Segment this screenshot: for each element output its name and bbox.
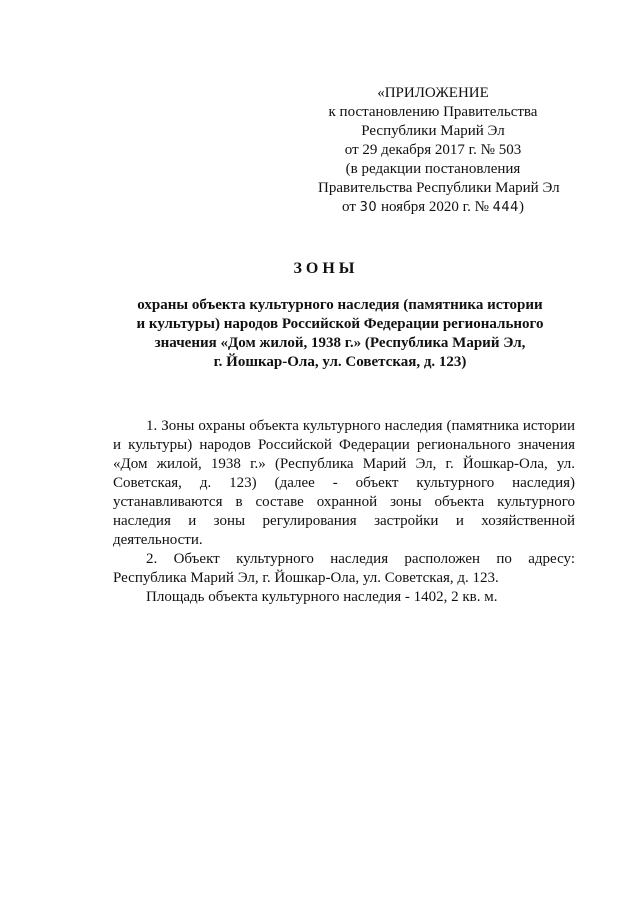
document-body <box>113 417 575 607</box>
paragraph-address: 2. Объект культурного наследия расположен по адресу: Республика Марий Эл, г. Йошкар-Ола, ул. Советская, д. 123. <box>113 551 575 586</box>
paragraph-zones: 1. Зоны охраны объекта культурного наследия (памятника истории и культуры) народов Российской Федерации регионального значения «Дом жилой, 1938 г.» (Республика Марий Эл, г. Йошкар-Ола, ул. Советская, д. 123) (далее - объект культурного наследия) устанавливаются в составе охранной зоны объекта культурного наследия и зоны регулирования застройки и хозяйственной деятельности. <box>113 418 575 548</box>
revision-date-number <box>318 198 548 217</box>
revision-day-handwritten: 30 <box>359 200 378 215</box>
republic-name: Республики Марий Эл <box>361 123 505 139</box>
subtitle-line: значения «Дом жилой, 1938 г.» (Республика Марий Эл, <box>154 335 526 351</box>
subtitle-line: г. Йошкар-Ола, ул. Советская, д. 123) <box>213 354 467 370</box>
revision-government: Правительства Республики Марий Эл <box>318 180 560 196</box>
revision-prefix: от <box>342 199 356 215</box>
document-subtitle <box>130 296 550 372</box>
revision-note: (в редакции постановления <box>345 161 521 177</box>
subtitle-line: и культуры) народов Российской Федерации регионального <box>136 316 544 332</box>
revision-month-year: ноября 2020 г. № <box>380 199 489 215</box>
paragraph-area: Площадь объекта культурного наследия - 1402, 2 кв. м. <box>146 589 498 605</box>
revision-number-handwritten: 444 <box>492 200 519 215</box>
subtitle-line: охраны объекта культурного наследия (памятника истории <box>137 297 543 313</box>
decree-date-number: от 29 декабря 2017 г. № 503 <box>344 142 522 158</box>
document-title: ЗОНЫ <box>293 260 359 277</box>
appendix-label: «ПРИЛОЖЕНИЕ <box>377 85 489 101</box>
appendix-header <box>318 84 560 217</box>
revision-suffix: ) <box>518 199 524 215</box>
decree-reference-line: к постановлению Правительства <box>328 104 538 120</box>
